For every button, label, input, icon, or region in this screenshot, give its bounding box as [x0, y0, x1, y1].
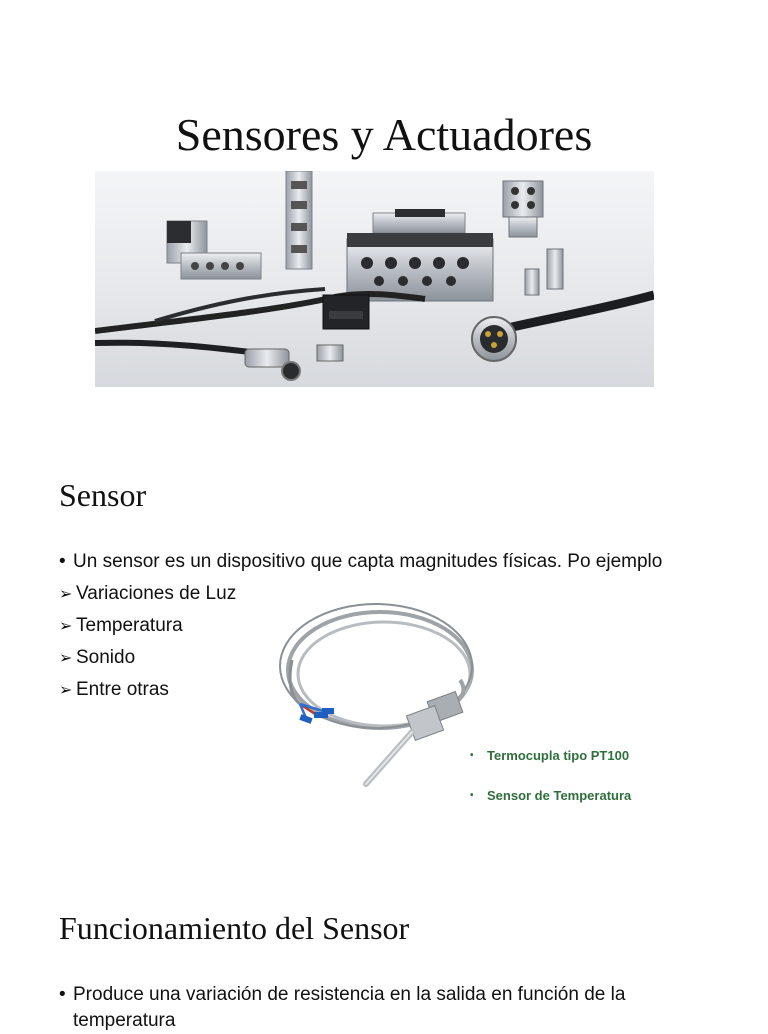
function-bullet-list [59, 982, 719, 1034]
sensor-heading: Sensor [59, 477, 147, 513]
caption-item: • Sensor de Temperatura [470, 785, 631, 825]
sensors-actuators-photo [95, 171, 654, 387]
sensor-definition: • Un sensor es un dispositivo que capta magnitudes físicas. Po ejemplo [59, 546, 662, 578]
example-item: ➢ Sonido [59, 642, 662, 674]
function-heading: Funcionamiento del Sensor [59, 910, 410, 946]
function-point: • Produce una variación de resistencia en la salida en función de la temperatura [59, 982, 719, 1034]
caption-item: • Termocupla tipo PT100 [470, 745, 631, 785]
example-item: ➢ Entre otras [59, 674, 662, 706]
left-module [167, 221, 261, 279]
example-item: ➢ Temperatura [59, 610, 662, 642]
thermocouple-captions [470, 745, 631, 825]
thermocouple-photo [270, 600, 490, 800]
example-item: ➢ Variaciones de Luz [59, 578, 662, 610]
slide-title: Sensores y Actuadores [175, 109, 593, 160]
